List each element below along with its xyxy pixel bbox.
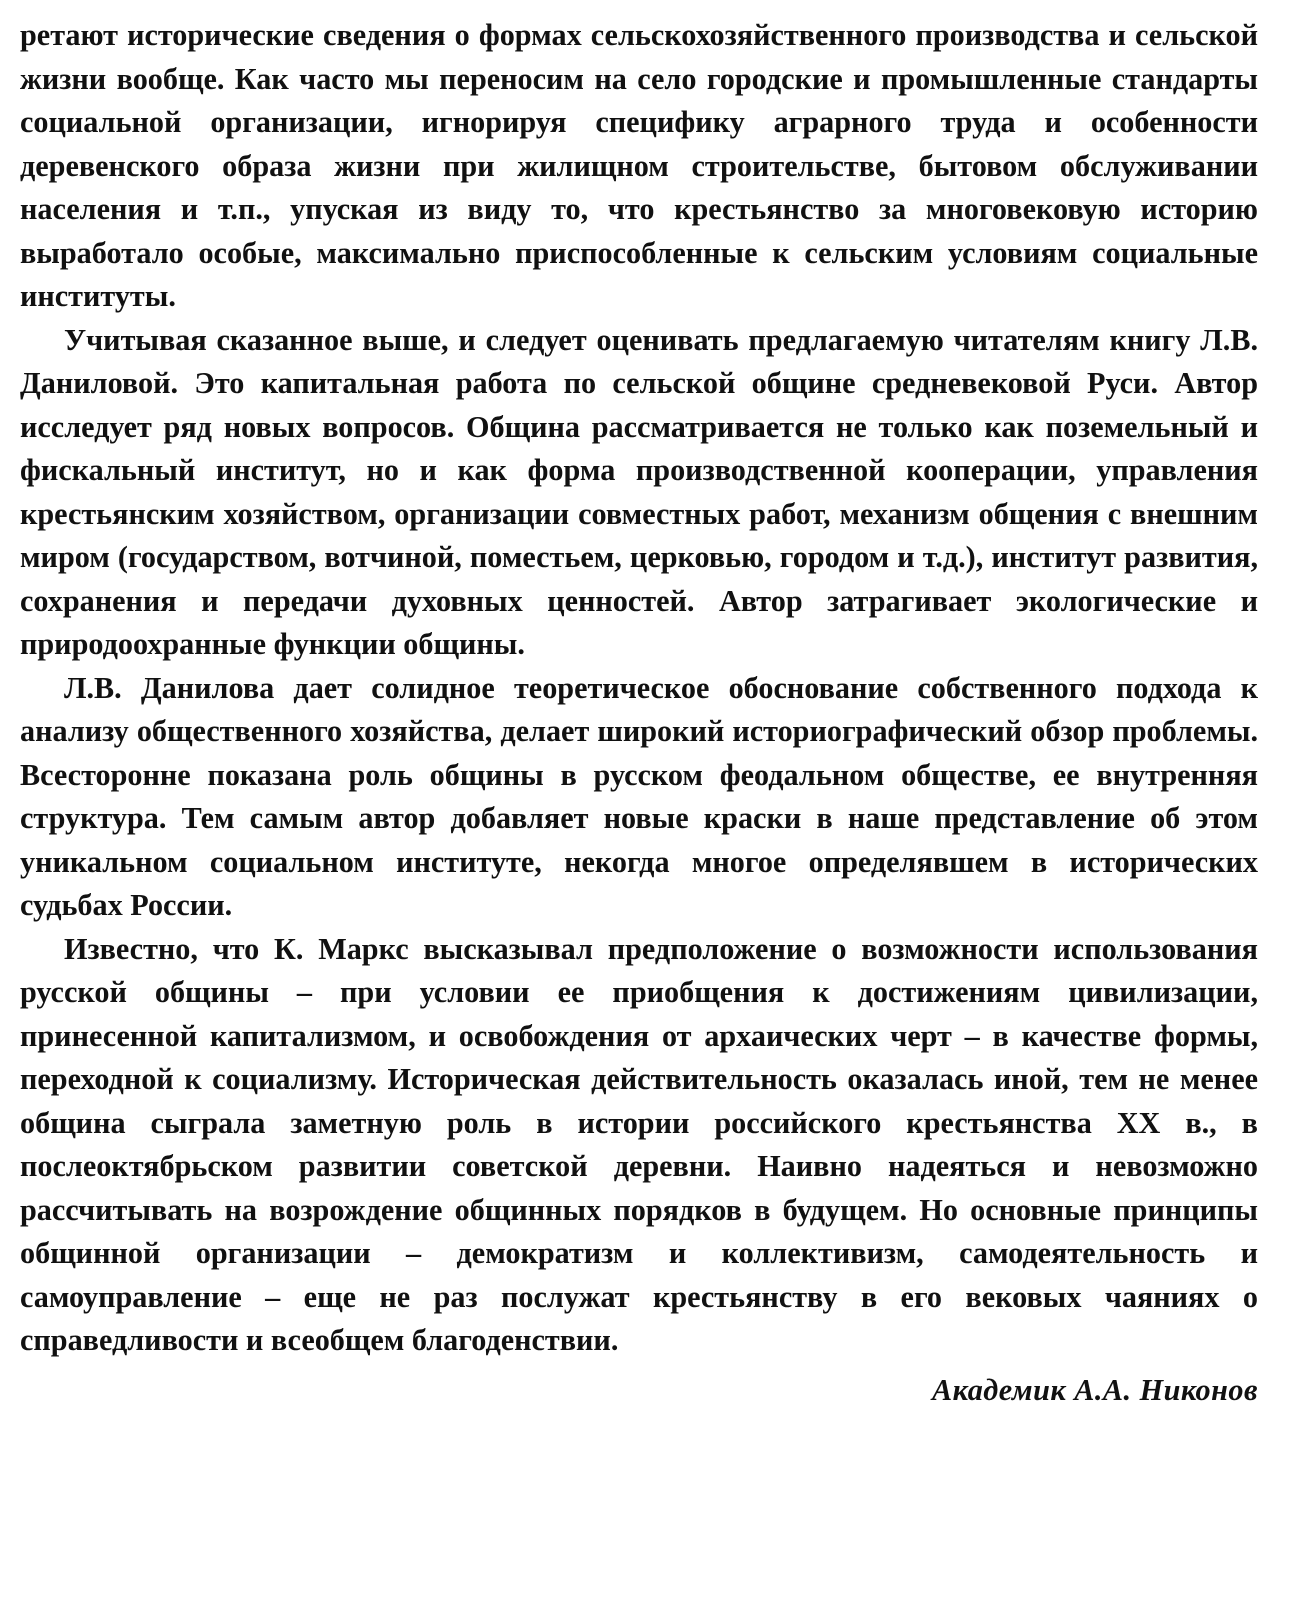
paragraph-marx-community: Известно, что К. Маркс высказывал предположение о возможности использования русской общины – при условии ее приобщения к достижениям цивилизации, принесенной капитализмом, и освобождения от архаических черт – в качестве формы, переходной к социализму. Историческая действительность оказалась иной, тем не менее община сыграла заметную роль в истории российского крестьянства XX в., в послеоктябрьском развитии советской деревни. Наивно надеяться и невозможно рассчитывать на возрождение общинных порядков в будущем. Но основные принципы общинной организации – демократизм и коллективизм, самодеятельность и самоуправление – еще не раз послужат крестьянству в его вековых чаяниях о справедливости и всеобщем благоденствии. [20, 931, 1258, 1357]
document-page [20, 14, 1258, 1412]
paragraph-theoretical-basis: Л.В. Данилова дает солидное теоретическое обоснование собственного подхода к анализу общественного хозяйства, делает широкий историографический обзор проблемы. Всесторонне показана роль общины в русском феодальном обществе, ее внутренняя структура. Тем самым автор добавляет новые краски в наше представление об этом уникальном социальном институте, некогда многое определявшем в исторических судьбах России. [20, 670, 1258, 922]
author-signature: Академик А.А. Никонов [932, 1372, 1258, 1407]
paragraph-danilova-book: Учитывая сказанное выше, и следует оценивать предлагаемую читателям книгу Л.В. Даниловой. Это капитальная работа по сельской общине средневековой Руси. Автор исследует ряд новых вопросов. Община рассматривается не только как поземельный и фискальный институт, но и как форма производственной кооперации, управления крестьянским хозяйством, организации совместных работ, механизм общения с внешним миром (государством, вотчиной, поместьем, церковью, городом и т.д.), институт развития, сохранения и передачи духовных ценностей. Автор затрагивает экологические и природоохранные функции общины. [20, 322, 1258, 661]
paragraph-continued: ретают исторические сведения о формах сельскохозяйственного производства и сельской жизни вообще. Как часто мы переносим на село городские и промышленные стандарты социальной организации, игнорируя специфику аграрного труда и особенности деревенского образа жизни при жилищном строительстве, бытовом обслуживании населения и т.п., упуская из виду то, что крестьянство за многовековую историю выработало особые, максимально приспособленные к сельским условиям социальные институты. [20, 18, 1258, 313]
